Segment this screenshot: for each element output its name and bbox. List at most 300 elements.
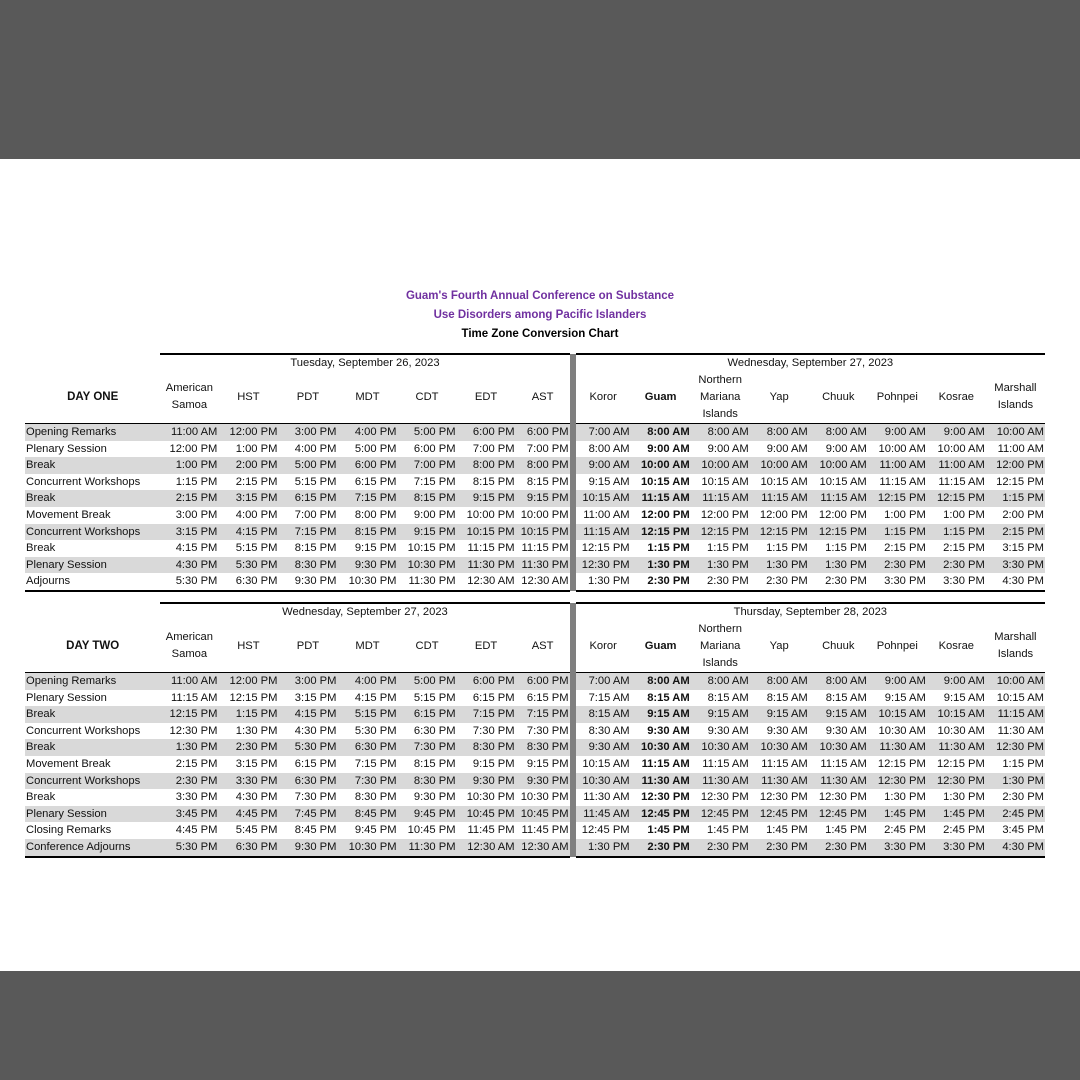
time-cell: 7:15 PM <box>413 475 456 488</box>
time-cell: 9:30 PM <box>278 839 337 857</box>
time-cell: 6:00 PM <box>413 442 456 455</box>
time-cell: 3:00 PM <box>175 508 218 521</box>
time-cell: 6:15 PM <box>294 757 337 770</box>
time-cell: 12:30 PM <box>986 739 1045 756</box>
time-cell: 9:15 PM <box>526 757 569 770</box>
time-cell: 12:30 AM <box>516 839 570 857</box>
time-cell: 11:15 AM <box>631 490 691 507</box>
time-cell: 7:00 AM <box>576 673 631 690</box>
table-row <box>25 789 1045 806</box>
time-cell: 2:30 PM <box>868 557 927 574</box>
time-cell: 3:30 PM <box>218 773 278 790</box>
time-cell: 6:30 PM <box>337 739 397 756</box>
time-cell: 1:15 PM <box>647 542 690 555</box>
time-cell: 1:15 PM <box>218 706 278 723</box>
time-cell: 9:00 AM <box>576 457 631 474</box>
column-header: Koror <box>589 390 617 403</box>
time-cell: 1:15 PM <box>986 490 1045 507</box>
time-cell: 2:15 PM <box>160 490 218 507</box>
time-cell: 12:15 PM <box>877 757 926 770</box>
time-cell: 5:30 PM <box>278 739 337 756</box>
time-cell: 8:00 AM <box>809 424 868 441</box>
time-cell: 10:15 AM <box>760 475 808 488</box>
time-cell: 12:30 AM <box>516 573 570 591</box>
time-cell: 6:15 PM <box>398 706 457 723</box>
time-cell: 11:15 AM <box>879 475 926 488</box>
time-cell: 11:15 AM <box>809 490 868 507</box>
time-cell: 2:30 PM <box>750 573 809 591</box>
session-label: Closing Remarks <box>26 824 112 837</box>
time-cell: 10:15 PM <box>407 542 456 555</box>
time-cell: 12:30 AM <box>457 839 516 857</box>
time-cell: 5:30 PM <box>160 839 218 857</box>
time-cell: 8:15 AM <box>766 691 808 704</box>
time-cell: 12:45 PM <box>691 806 750 823</box>
column-header: MDT <box>355 639 380 652</box>
time-cell: 11:15 AM <box>750 490 809 507</box>
time-cell: 8:15 PM <box>294 542 337 555</box>
time-cell: 12:30 PM <box>818 791 867 804</box>
time-cell: 11:00 AM <box>997 442 1044 455</box>
time-cell: 10:00 AM <box>691 457 750 474</box>
date-right: Wednesday, September 27, 2023 <box>576 354 1045 371</box>
time-cell: 11:00 AM <box>160 424 218 441</box>
chart-subtitle: Time Zone Conversion Chart <box>461 328 619 340</box>
time-cell: 10:15 AM <box>996 691 1044 704</box>
time-cell: 2:15 PM <box>884 542 926 555</box>
time-cell: 1:45 PM <box>868 806 927 823</box>
table-row <box>25 490 1045 507</box>
time-cell: 2:00 PM <box>1002 508 1044 521</box>
time-cell: 10:00 AM <box>937 442 985 455</box>
time-cell: 11:45 PM <box>521 824 569 837</box>
time-cell: 9:45 PM <box>398 806 457 823</box>
time-cell: 2:30 PM <box>160 773 218 790</box>
column-header-row <box>25 620 1045 673</box>
time-cell: 5:15 PM <box>413 691 456 704</box>
time-cell: 4:30 PM <box>294 724 337 737</box>
time-cell: 9:30 AM <box>825 724 867 737</box>
time-cell: 1:00 PM <box>160 457 218 474</box>
time-cell: 5:30 PM <box>354 724 397 737</box>
session-label: Break <box>25 706 160 723</box>
time-cell: 7:30 PM <box>398 739 457 756</box>
table-row <box>25 457 1045 474</box>
table-row <box>25 441 1045 458</box>
session-label: Plenary Session <box>25 557 160 574</box>
time-cell: 6:00 PM <box>457 673 516 690</box>
column-header: Guam <box>644 639 677 652</box>
time-cell: 8:15 AM <box>707 691 749 704</box>
time-cell: 1:30 PM <box>576 839 631 857</box>
time-cell: 6:30 PM <box>218 839 278 857</box>
time-cell: 7:30 PM <box>294 791 337 804</box>
table-row <box>25 806 1045 823</box>
time-cell: 3:15 PM <box>294 691 337 704</box>
time-cell: 1:30 PM <box>235 724 278 737</box>
session-label: Concurrent Workshops <box>26 724 141 737</box>
time-cell: 8:45 PM <box>337 806 397 823</box>
time-cell: 8:15 PM <box>472 475 515 488</box>
column-header: Kosrae <box>938 639 975 652</box>
table-row <box>25 739 1045 756</box>
time-cell: 9:15 AM <box>631 706 691 723</box>
time-cell: 10:30 PM <box>466 791 515 804</box>
time-cell: 1:45 PM <box>927 806 986 823</box>
time-cell: 10:00 PM <box>520 508 569 521</box>
time-cell: 5:15 PM <box>337 706 397 723</box>
time-cell: 10:15 PM <box>516 524 570 541</box>
time-cell: 9:30 PM <box>278 573 337 591</box>
session-label: Movement Break <box>26 508 111 521</box>
time-cell: 1:15 PM <box>707 542 749 555</box>
time-cell: 3:30 PM <box>868 573 927 591</box>
time-cell: 10:00 AM <box>986 424 1045 441</box>
time-cell: 11:15 AM <box>820 757 867 770</box>
time-cell: 11:30 AM <box>809 773 868 790</box>
column-header: Koror <box>589 639 617 652</box>
time-cell: 7:00 PM <box>526 442 569 455</box>
time-cell: 12:00 PM <box>986 457 1045 474</box>
time-cell: 6:30 PM <box>278 773 337 790</box>
time-cell: 10:15 AM <box>576 490 631 507</box>
column-header: MDT <box>355 390 380 403</box>
day-label: DAY TWO <box>66 639 120 652</box>
time-cell: 11:15 PM <box>521 542 569 555</box>
time-cell: 9:00 AM <box>927 424 986 441</box>
time-cell: 10:30 PM <box>337 573 397 591</box>
time-cell: 12:15 PM <box>160 706 218 723</box>
time-cell: 7:15 PM <box>337 490 397 507</box>
time-cell: 6:15 PM <box>526 691 569 704</box>
time-cell: 8:00 AM <box>750 424 809 441</box>
time-cell: 1:15 PM <box>825 542 867 555</box>
time-cell: 8:15 AM <box>825 691 867 704</box>
time-cell: 10:30 AM <box>750 739 809 756</box>
time-cell: 7:15 PM <box>278 524 337 541</box>
time-cell: 8:45 PM <box>294 824 337 837</box>
time-cell: 5:00 PM <box>398 424 457 441</box>
time-cell: 12:45 PM <box>750 806 809 823</box>
time-cell: 2:15 PM <box>175 757 218 770</box>
time-cell: 2:30 PM <box>631 839 691 857</box>
time-cell: 11:45 AM <box>576 806 631 823</box>
time-cell: 12:30 PM <box>868 773 927 790</box>
time-cell: 6:30 PM <box>413 724 456 737</box>
time-cell: 1:30 PM <box>809 557 868 574</box>
time-cell: 1:00 PM <box>884 508 926 521</box>
time-cell: 12:00 PM <box>700 508 749 521</box>
time-cell: 9:15 AM <box>588 475 630 488</box>
time-cell: 8:30 PM <box>516 739 570 756</box>
session-label: Break <box>25 490 160 507</box>
corner-blank <box>25 354 160 371</box>
time-cell: 5:15 PM <box>235 542 278 555</box>
time-cell: 11:00 AM <box>583 508 630 521</box>
session-label: Plenary Session <box>26 691 107 704</box>
time-cell: 4:15 PM <box>278 706 337 723</box>
time-cell: 12:15 PM <box>581 542 630 555</box>
time-cell: 11:30 AM <box>583 791 630 804</box>
time-cell: 4:30 PM <box>986 839 1045 857</box>
time-cell: 2:30 PM <box>809 573 868 591</box>
time-cell: 8:30 PM <box>457 739 516 756</box>
time-cell: 7:15 PM <box>457 706 516 723</box>
time-cell: 10:00 AM <box>809 457 868 474</box>
table-row <box>25 756 1045 773</box>
time-cell: 9:30 AM <box>647 724 690 737</box>
table-row <box>25 773 1045 790</box>
day-label: DAY ONE <box>67 390 119 403</box>
time-cell: 10:15 AM <box>868 706 927 723</box>
time-cell: 11:30 AM <box>997 724 1044 737</box>
time-cell: 8:00 PM <box>354 508 397 521</box>
time-cell: 10:30 AM <box>631 739 691 756</box>
time-cell: 6:15 PM <box>472 691 515 704</box>
time-cell: 6:00 PM <box>516 673 570 690</box>
time-cell: 1:30 PM <box>750 557 809 574</box>
time-cell: 8:00 AM <box>691 424 750 441</box>
time-cell: 12:15 PM <box>996 475 1044 488</box>
time-cell: 12:00 PM <box>218 424 278 441</box>
time-cell: 8:00 AM <box>631 424 691 441</box>
date-right: Thursday, September 28, 2023 <box>576 603 1045 620</box>
table-row <box>25 690 1045 707</box>
time-cell: 8:15 AM <box>647 691 690 704</box>
time-cell: 9:00 AM <box>707 442 749 455</box>
time-cell: 8:00 AM <box>809 673 868 690</box>
time-cell: 1:00 PM <box>943 508 985 521</box>
time-cell: 9:15 AM <box>809 706 868 723</box>
time-cell: 6:00 PM <box>516 424 570 441</box>
time-cell: 4:00 PM <box>337 424 397 441</box>
session-label: Conference Adjourns <box>25 839 160 857</box>
time-cell: 11:00 AM <box>927 457 986 474</box>
time-cell: 11:15 PM <box>467 542 515 555</box>
time-cell: 4:00 PM <box>294 442 337 455</box>
column-header: Kosrae <box>938 390 975 403</box>
time-cell: 1:30 PM <box>160 739 218 756</box>
table-row <box>25 573 1045 591</box>
date-left: Wednesday, September 27, 2023 <box>160 603 569 620</box>
session-label: Opening Remarks <box>25 424 160 441</box>
time-cell: 10:00 AM <box>878 442 926 455</box>
column-header: Northern Mariana Islands <box>698 373 742 420</box>
time-cell: 4:45 PM <box>218 806 278 823</box>
time-cell: 6:00 PM <box>337 457 397 474</box>
time-cell: 3:15 PM <box>1002 542 1044 555</box>
column-header: Pohnpei <box>876 639 918 652</box>
time-cell: 10:30 AM <box>809 739 868 756</box>
table-row <box>25 822 1045 839</box>
column-header: HST <box>237 390 260 403</box>
time-cell: 12:30 PM <box>759 791 808 804</box>
time-cell: 8:00 PM <box>457 457 516 474</box>
time-cell: 6:15 PM <box>354 475 397 488</box>
time-cell: 3:15 PM <box>235 757 278 770</box>
session-label: Break <box>25 457 160 474</box>
day-two-table <box>25 602 1045 858</box>
time-cell: 12:00 PM <box>818 508 867 521</box>
time-cell: 3:30 PM <box>986 557 1045 574</box>
time-cell: 2:45 PM <box>884 824 926 837</box>
time-cell: 8:15 AM <box>576 706 631 723</box>
time-cell: 3:00 PM <box>278 424 337 441</box>
time-cell: 3:45 PM <box>1002 824 1044 837</box>
time-cell: 9:00 AM <box>868 424 927 441</box>
time-cell: 11:30 AM <box>927 739 986 756</box>
time-cell: 5:00 PM <box>398 673 457 690</box>
time-cell: 10:15 PM <box>457 524 516 541</box>
time-cell: 3:00 PM <box>278 673 337 690</box>
time-cell: 12:30 PM <box>576 557 631 574</box>
date-header-row <box>25 354 1045 371</box>
time-cell: 12:30 PM <box>641 791 690 804</box>
time-cell: 12:30 AM <box>457 573 516 591</box>
column-header: PDT <box>296 390 320 403</box>
time-cell: 11:15 AM <box>641 757 690 770</box>
column-header: AST <box>531 390 554 403</box>
time-cell: 12:00 PM <box>641 508 690 521</box>
conference-title-line-2: Use Disorders among Pacific Islanders <box>433 309 647 321</box>
time-cell: 1:15 PM <box>766 542 808 555</box>
time-cell: 9:30 PM <box>516 773 570 790</box>
time-cell: 9:00 PM <box>413 508 456 521</box>
time-cell: 12:45 PM <box>581 824 630 837</box>
time-cell: 8:30 PM <box>354 791 397 804</box>
column-header: CDT <box>415 639 439 652</box>
table-row <box>25 723 1045 740</box>
time-cell: 11:30 AM <box>868 739 927 756</box>
time-cell: 1:45 PM <box>647 824 690 837</box>
table-row <box>25 524 1045 541</box>
session-label: Concurrent Workshops <box>25 524 160 541</box>
time-cell: 1:15 PM <box>868 524 927 541</box>
time-cell: 9:15 PM <box>516 490 570 507</box>
time-cell: 11:15 AM <box>702 757 749 770</box>
time-cell: 10:30 AM <box>878 724 926 737</box>
time-cell: 2:45 PM <box>943 824 985 837</box>
time-cell: 1:00 PM <box>235 442 278 455</box>
time-cell: 8:15 PM <box>398 490 457 507</box>
time-cell: 12:15 PM <box>927 490 986 507</box>
time-cell: 11:30 PM <box>398 573 457 591</box>
time-cell: 7:30 PM <box>337 773 397 790</box>
time-cell: 10:30 PM <box>337 839 397 857</box>
session-label: Plenary Session <box>25 806 160 823</box>
time-cell: 2:00 PM <box>218 457 278 474</box>
column-header: Yap <box>769 639 789 652</box>
time-cell: 11:00 AM <box>868 457 927 474</box>
column-header: American Samoa <box>165 631 214 660</box>
time-cell: 10:30 PM <box>398 557 457 574</box>
column-header: Guam <box>644 390 677 403</box>
column-header: Marshall Islands <box>994 631 1037 660</box>
time-cell: 4:00 PM <box>235 508 278 521</box>
time-cell: 5:00 PM <box>354 442 397 455</box>
column-header: American Samoa <box>165 382 213 411</box>
time-cell: 10:15 AM <box>582 757 630 770</box>
session-label: Break <box>25 739 160 756</box>
table-row <box>25 424 1045 441</box>
time-cell: 8:00 PM <box>516 457 570 474</box>
table-row <box>25 839 1045 857</box>
time-cell: 10:15 AM <box>640 475 690 488</box>
time-cell: 9:15 PM <box>398 524 457 541</box>
time-cell: 9:15 AM <box>884 691 926 704</box>
column-header: AST <box>531 639 554 652</box>
time-cell: 9:15 AM <box>691 706 750 723</box>
time-cell: 3:30 PM <box>927 573 986 591</box>
time-cell: 10:15 AM <box>701 475 749 488</box>
time-cell: 12:30 PM <box>169 724 218 737</box>
time-cell: 5:45 PM <box>235 824 278 837</box>
time-cell: 11:30 AM <box>750 773 809 790</box>
time-cell: 1:30 PM <box>576 573 631 591</box>
table-row <box>25 673 1045 690</box>
column-header-row <box>25 371 1045 424</box>
time-cell: 4:30 PM <box>235 791 278 804</box>
time-cell: 8:30 PM <box>278 557 337 574</box>
time-cell: 1:45 PM <box>825 824 867 837</box>
time-cell: 8:30 AM <box>588 724 630 737</box>
table-row <box>25 540 1045 557</box>
time-cell: 4:30 PM <box>986 573 1045 591</box>
time-cell: 12:45 PM <box>809 806 868 823</box>
time-cell: 12:15 PM <box>631 524 691 541</box>
time-cell: 8:30 PM <box>398 773 457 790</box>
time-cell: 2:15 PM <box>235 475 278 488</box>
time-cell: 4:15 PM <box>354 691 397 704</box>
day-one-table <box>25 353 1045 592</box>
column-header: Chuuk <box>822 639 855 652</box>
time-cell: 2:15 PM <box>943 542 985 555</box>
time-cell: 9:30 AM <box>707 724 749 737</box>
time-cell: 9:30 AM <box>576 739 631 756</box>
table-row <box>25 557 1045 574</box>
time-cell: 2:30 PM <box>218 739 278 756</box>
time-cell: 11:15 AM <box>576 524 631 541</box>
time-cell: 5:30 PM <box>218 557 278 574</box>
time-cell: 1:15 PM <box>927 524 986 541</box>
session-label: Concurrent Workshops <box>26 475 141 488</box>
time-cell: 10:30 AM <box>576 773 631 790</box>
time-cell: 9:30 AM <box>766 724 808 737</box>
time-cell: 8:00 AM <box>750 673 809 690</box>
time-cell: 11:30 PM <box>457 557 516 574</box>
time-cell: 4:00 PM <box>337 673 397 690</box>
time-cell: 2:30 PM <box>809 839 868 857</box>
time-cell: 3:15 PM <box>160 524 218 541</box>
time-cell: 11:15 AM <box>938 475 985 488</box>
time-cell: 3:45 PM <box>160 806 218 823</box>
time-cell: 2:30 PM <box>750 839 809 857</box>
time-cell: 9:30 PM <box>413 791 456 804</box>
time-cell: 3:15 PM <box>218 490 278 507</box>
time-cell: 12:00 PM <box>218 673 278 690</box>
column-header: HST <box>237 639 260 652</box>
session-label: Adjourns <box>25 573 160 591</box>
column-header: Yap <box>769 390 789 403</box>
time-cell: 9:00 AM <box>766 442 808 455</box>
time-cell: 9:00 AM <box>647 442 690 455</box>
column-header: Marshall Islands <box>994 382 1037 411</box>
time-cell: 11:15 AM <box>691 490 750 507</box>
time-cell: 11:30 PM <box>516 557 570 574</box>
time-cell: 12:15 PM <box>750 524 809 541</box>
time-cell: 3:30 PM <box>868 839 927 857</box>
time-cell: 8:15 PM <box>337 524 397 541</box>
